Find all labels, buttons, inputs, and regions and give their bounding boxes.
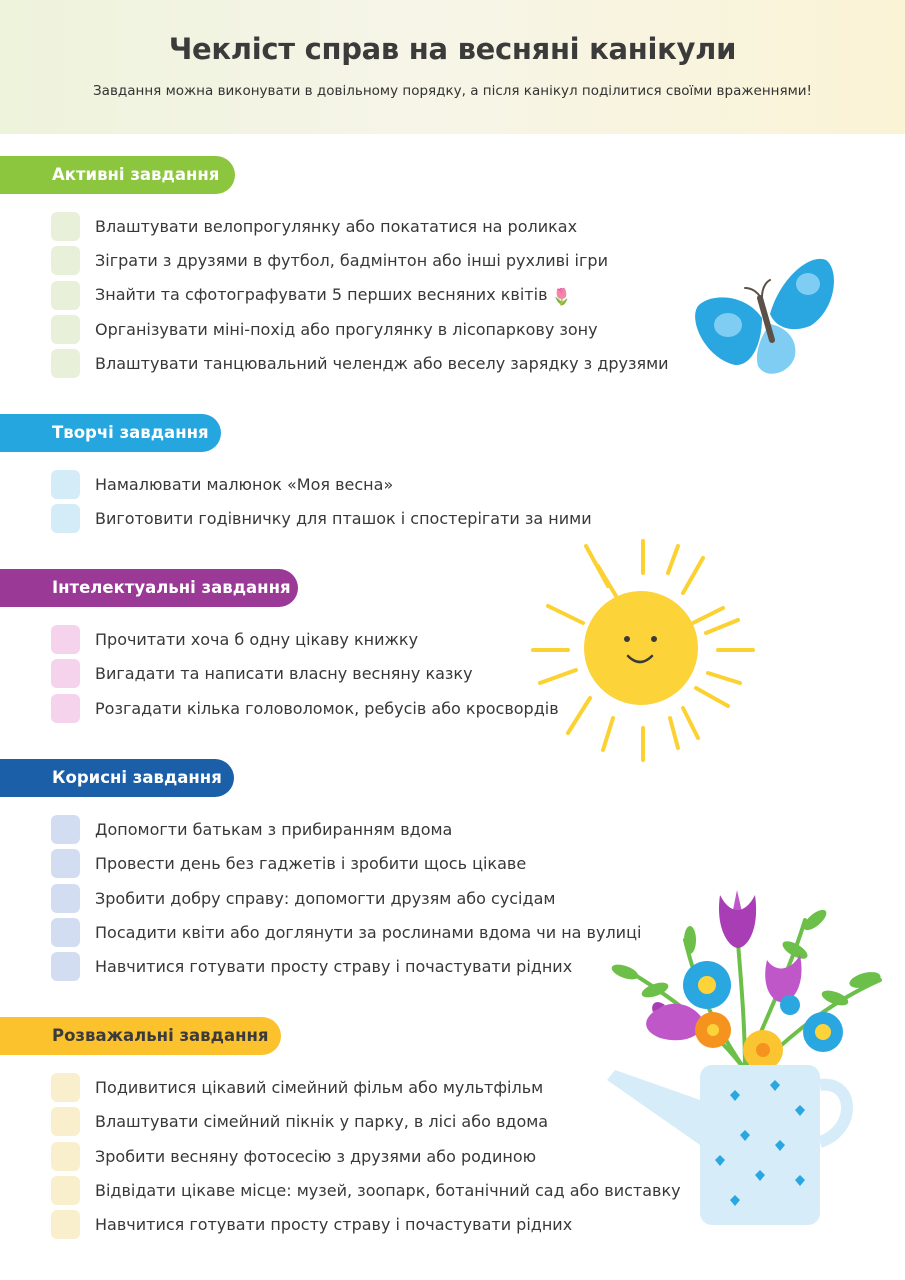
tulip-icon: 🌷 <box>551 286 572 306</box>
task-item[interactable] <box>51 917 641 947</box>
task-checkbox[interactable] <box>51 470 80 499</box>
task-label: Розгадати кілька головоломок, ребусів або кросвордів <box>95 698 559 718</box>
task-label: Намалювати малюнок «Моя весна» <box>95 474 394 494</box>
section-heading-useful: Корисні завдання <box>0 759 234 797</box>
task-item[interactable] <box>51 814 452 844</box>
task-item[interactable] <box>51 314 598 344</box>
task-label: Зробити добру справу: допомогти друзям або сусідам <box>95 888 556 908</box>
task-checkbox[interactable] <box>51 918 80 947</box>
page-title: Чекліст справ на весняні канікули <box>168 32 737 66</box>
task-checkbox[interactable] <box>51 694 80 723</box>
task-item[interactable] <box>51 280 571 310</box>
task-item[interactable] <box>51 883 555 913</box>
task-checkbox[interactable] <box>51 246 80 275</box>
page-subtitle: Завдання можна виконувати в довільному порядку, а після канікул поділитися своїми враженнями! <box>93 83 812 99</box>
task-label: Зіграти з друзями в футбол, бадмінтон або інші рухливі ігри <box>95 250 608 270</box>
task-label: Посадити квіти або доглянути за рослинами вдома чи на вулиці <box>95 922 642 942</box>
task-item[interactable] <box>51 503 592 533</box>
task-label: Виготовити годівничку для пташок і спостерігати за ними <box>95 508 592 528</box>
task-checkbox[interactable] <box>51 884 80 913</box>
section-heading-intellectual: Інтелектуальні завдання <box>0 569 298 607</box>
task-checkbox[interactable] <box>51 1210 80 1239</box>
task-checkbox[interactable] <box>51 659 80 688</box>
task-item[interactable] <box>51 211 577 241</box>
task-label: Влаштувати велопрогулянку або покататися на роликах <box>95 216 578 236</box>
task-label: Допомогти батькам з прибиранням вдома <box>95 819 453 839</box>
page-header <box>0 0 905 134</box>
task-checkbox[interactable] <box>51 281 80 310</box>
task-label: Відвідати цікаве місце: музей, зоопарк, ботанічний сад або виставку <box>95 1180 681 1200</box>
task-item[interactable] <box>51 1209 572 1239</box>
task-checkbox[interactable] <box>51 1073 80 1102</box>
task-checkbox[interactable] <box>51 1107 80 1136</box>
task-checkbox[interactable] <box>51 625 80 654</box>
task-checkbox[interactable] <box>51 315 80 344</box>
task-checkbox[interactable] <box>51 952 80 981</box>
task-checkbox[interactable] <box>51 349 80 378</box>
task-checkbox[interactable] <box>51 1142 80 1171</box>
task-item[interactable] <box>51 1141 536 1171</box>
task-label: Прочитати хоча б одну цікаву книжку <box>95 629 419 649</box>
task-label: Подивитися цікавий сімейний фільм або мультфільм <box>95 1077 544 1097</box>
task-label: Навчитися готувати просту страву і почастувати рідних <box>95 1214 573 1234</box>
butterfly-icon <box>690 248 840 383</box>
task-label: Зробити весняну фотосесію з друзями або родиною <box>95 1146 537 1166</box>
task-label: Вигадати та написати власну весняну казку <box>95 663 473 683</box>
task-checkbox[interactable] <box>51 1176 80 1205</box>
task-label: Влаштувати сімейний пікнік у парку, в лісі або вдома <box>95 1111 549 1131</box>
section-heading-creative: Творчі завдання <box>0 414 221 452</box>
section-heading-active: Активні завдання <box>0 156 235 194</box>
task-label: Знайти та сфотографувати 5 перших весняних квітів <box>95 284 548 304</box>
task-item[interactable] <box>51 348 669 378</box>
section-heading-fun: Розважальні завдання <box>0 1017 281 1055</box>
task-label: Навчитися готувати просту страву і почастувати рідних <box>95 956 573 976</box>
task-item[interactable] <box>51 1072 543 1102</box>
task-checkbox[interactable] <box>51 504 80 533</box>
task-item[interactable] <box>51 245 608 275</box>
task-label: Провести день без гаджетів і зробити щось цікаве <box>95 853 527 873</box>
task-item[interactable] <box>51 1175 681 1205</box>
task-checkbox[interactable] <box>51 815 80 844</box>
task-item[interactable] <box>51 1106 548 1136</box>
task-item[interactable] <box>51 951 572 981</box>
sun-icon <box>528 538 758 763</box>
task-label: Організувати міні-похід або прогулянку в лісопаркову зону <box>95 319 598 339</box>
task-label: Влаштувати танцювальний челендж або веселу зарядку з друзями <box>95 353 669 373</box>
task-checkbox[interactable] <box>51 849 80 878</box>
watering-can-flowers-icon <box>595 880 895 1230</box>
task-item[interactable] <box>51 624 418 654</box>
task-item[interactable] <box>51 848 526 878</box>
task-checkbox[interactable] <box>51 212 80 241</box>
task-item[interactable] <box>51 658 473 688</box>
task-item[interactable] <box>51 693 559 723</box>
task-item[interactable] <box>51 469 393 499</box>
